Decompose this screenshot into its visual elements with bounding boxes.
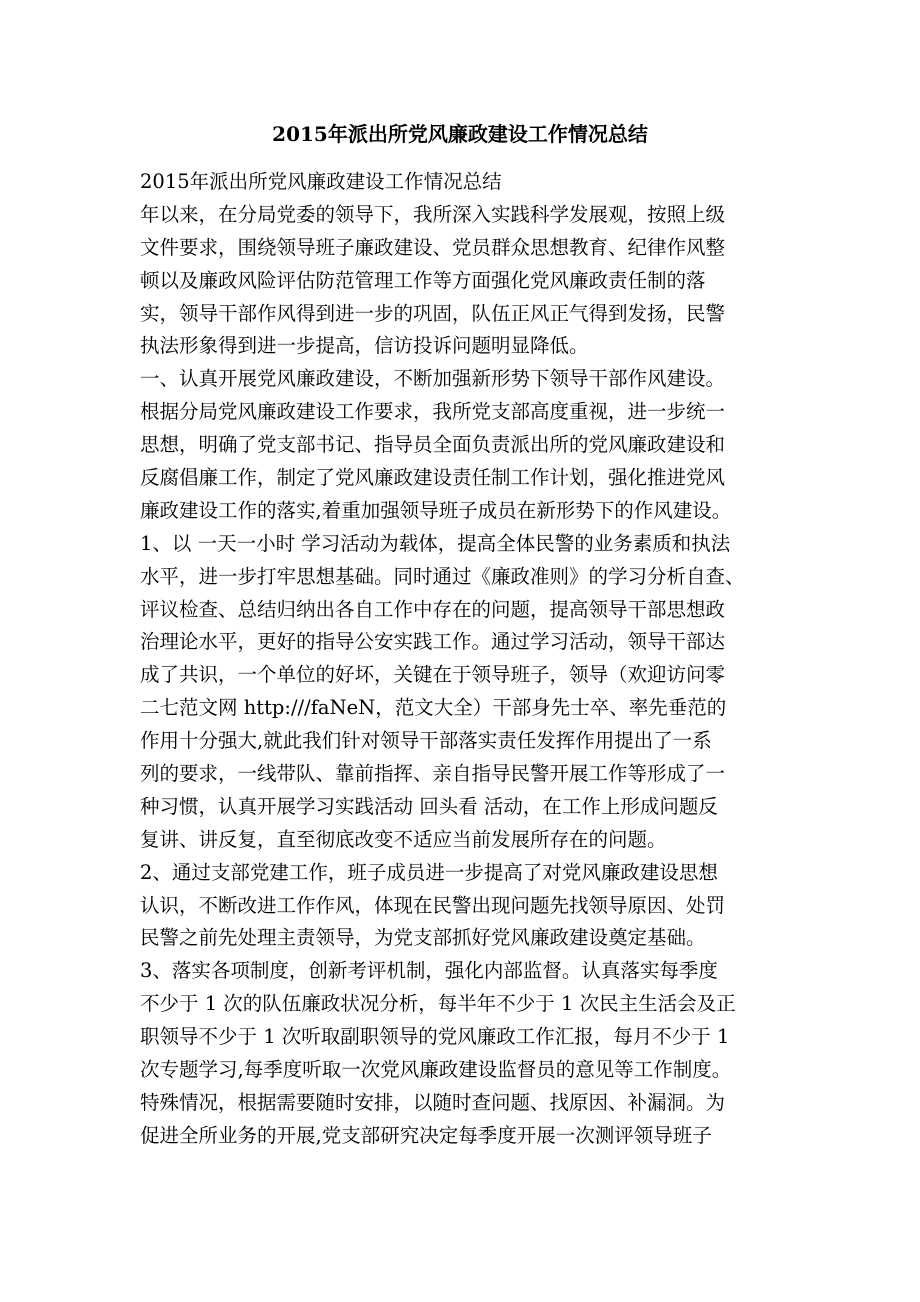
body-line: 二七范文网 http:///faNeN，范文大全）干部身先士卒、率先垂范的	[140, 696, 727, 720]
body-line: 成了共识，一个单位的好坏，关键在于领导班子，领导（欢迎访问零	[140, 663, 726, 687]
document-body	[140, 166, 800, 1153]
body-line: 种习惯，认真开展学习实践活动 回头看 活动，在工作上形成问题反	[140, 794, 718, 818]
body-line: 作用十分强大,就此我们针对领导干部落实责任发挥作用提出了一系	[140, 729, 712, 753]
body-line: 实，领导干部作风得到进一步的巩固，队伍正风正气得到发扬，民警	[140, 301, 726, 325]
body-line: 复讲、讲反复，直至彻底改变不适应当前发展所存在的问题。	[140, 827, 667, 851]
body-line: 列的要求，一线带队、靠前指挥、亲自指导民警开展工作等形成了一	[140, 762, 726, 786]
body-line: 思想，明确了党支部书记、指导员全面负责派出所的党风廉政建设和	[140, 433, 726, 457]
body-line: 次专题学习,每季度听取一次党风廉政建设监督员的意见等工作制度。	[140, 1058, 732, 1082]
body-line: 一、认真开展党风廉政建设，不断加强新形势下领导干部作风建设。	[140, 367, 726, 391]
body-line: 顿以及廉政风险评估防范管理工作等方面强化党风廉政责任制的落	[140, 268, 706, 292]
body-line: 文件要求，围绕领导班子廉政建设、党员群众思想教育、纪律作风整	[140, 235, 726, 259]
body-line: 执法形象得到进一步提高，信访投诉问题明显降低。	[140, 334, 589, 358]
body-line: 评议检查、总结归纳出各自工作中存在的问题，提高领导干部思想政	[140, 597, 726, 621]
body-line: 根据分局党风廉政建设工作要求，我所党支部高度重视，进一步统一	[140, 400, 726, 424]
body-line: 特殊情况，根据需要随时安排，以随时查问题、找原因、补漏洞。为	[140, 1090, 726, 1114]
body-line: 1、以 一天一小时 学习活动为载体，提高全体民警的业务素质和执法	[140, 531, 731, 555]
document-title: 2015年派出所党风廉政建设工作情况总结	[272, 122, 648, 146]
body-line: 3、落实各项制度，创新考评机制，强化内部监督。认真落实每季度	[140, 959, 718, 983]
body-line: 2015年派出所党风廉政建设工作情况总结	[140, 170, 502, 193]
body-line: 2、通过支部党建工作，班子成员进一步提高了对党风廉政建设思想	[140, 860, 718, 884]
body-line: 职领导不少于 1 次听取副职领导的党风廉政工作汇报，每月不少于 1	[140, 1025, 730, 1049]
body-line: 促进全所业务的开展,党支部研究决定每季度开展一次测评领导班子	[140, 1123, 712, 1147]
body-line: 民警之前先处理主责领导，为党支部抓好党风廉政建设奠定基础。	[140, 926, 706, 950]
body-line: 反腐倡廉工作，制定了党风廉政建设责任制工作计划，强化推进党风	[140, 466, 726, 490]
body-line: 治理论水平，更好的指导公安实践工作。通过学习活动，领导干部达	[140, 630, 726, 654]
body-line: 认识，不断改进工作作风，体现在民警出现问题先找领导原因、处罚	[140, 893, 726, 917]
body-line: 廉政建设工作的落实,着重加强领导班子成员在新形势下的作风建设。	[140, 498, 732, 522]
body-line: 不少于 1 次的队伍廉政状况分析，每半年不少于 1 次民主生活会及正	[140, 992, 736, 1016]
body-line: 水平，进一步打牢思想基础。同时通过《廉政准则》的学习分析自查、	[140, 564, 745, 588]
body-line: 年以来，在分局党委的领导下，我所深入实践科学发展观，按照上级	[140, 202, 726, 226]
